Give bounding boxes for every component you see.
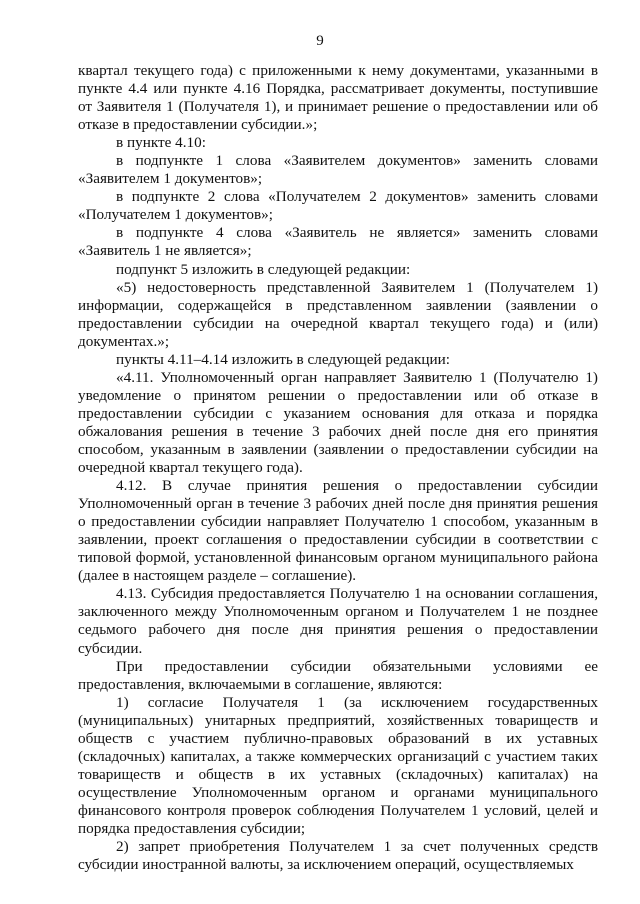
paragraph-continuation: квартал текущего года) с приложенными к нему документами, указанными в пункте 4.4 или пункте 4.16 Порядка, рассматривает документы, поступившие от Заявителя 1 (Получателя 1), и принимает решение о предоставлении или об отказе в предоставлении субсидии.»; [78, 62, 598, 134]
paragraph-condition-2: 2) запрет приобретения Получателем 1 за счет полученных средств субсидии иностранной валюты, за исключением операций, осуществляемых [78, 838, 598, 874]
paragraph-4-13: 4.13. Субсидия предоставляется Получателю 1 на основании соглашения, заключенного между Уполномоченным органом и Получателем 1 не позднее седьмого рабочего дня после дня принятия решения о предоставлении субсидии. [78, 585, 598, 657]
paragraph-point-4-10: в пункте 4.10: [116, 134, 206, 152]
paragraph-conditions-intro: При предоставлении субсидии обязательными условиями ее предоставления, включаемыми в соглашение, являются: [78, 657, 598, 693]
paragraph-4-12: 4.12. В случае принятия решения о предоставлении субсидии Уполномоченный орган в течение 3 рабочих дней после дня принятия решения о предоставлении субсидии направляет Получателю 1 способом, указанным в заявлении, проект соглашения о предоставлении субсидии в соответствии с типовой формой, установленной финансовым органом муниципального района (далее в настоящем разделе – соглашение). [78, 477, 598, 585]
paragraph-subpoint-5-text: «5) недостоверность представленной Заявителем 1 (Получателем 1) информации, содержащейся в представленном заявлении (заявлении о предоставлении субсидии на очередной квартал текущего года) и (или) документах.»; [78, 278, 598, 350]
page-number: 9 [316, 33, 324, 49]
paragraph-subpoint-4: в подпункте 4 слова «Заявитель не является» заменить словами «Заявитель 1 не является»; [78, 224, 598, 260]
paragraph-points-4-11-4-14-intro: пункты 4.11–4.14 изложить в следующей редакции: [116, 350, 450, 368]
paragraph-subpoint-1: в подпункте 1 слова «Заявителем документов» заменить словами «Заявителем 1 документов»; [78, 152, 598, 188]
paragraph-subpoint-2: в подпункте 2 слова «Получателем 2 документов» заменить словами «Получателем 1 документов»; [78, 188, 598, 224]
paragraph-condition-1: 1) согласие Получателя 1 (за исключением государственных (муниципальных) унитарных предприятий, хозяйственных товариществ и обществ с участием публично-правовых образований в их уставных (складочных) капиталах, а также коммерческих организаций с участием таких товариществ и обществ в их уставных (складочных) капиталах) на осуществление Уполномоченным органом и органами муниципального финансового контроля проверок соблюдения Получателем 1 условий, целей и порядка предоставления субсидии; [78, 693, 598, 837]
paragraph-4-11: «4.11. Уполномоченный орган направляет Заявителю 1 (Получателю 1) уведомление о принятом решении о предоставлении или об отказе в предоставлении субсидии с указанием основания для отказа и порядка обжалования решения в течение 3 рабочих дней после дня его принятия способом, указанным в заявлении (заявлении о предоставлении субсидии на очередной квартал текущего года). [78, 368, 598, 477]
paragraph-subpoint-5-intro: подпункт 5 изложить в следующей редакции: [116, 260, 411, 278]
document-body [78, 62, 598, 874]
